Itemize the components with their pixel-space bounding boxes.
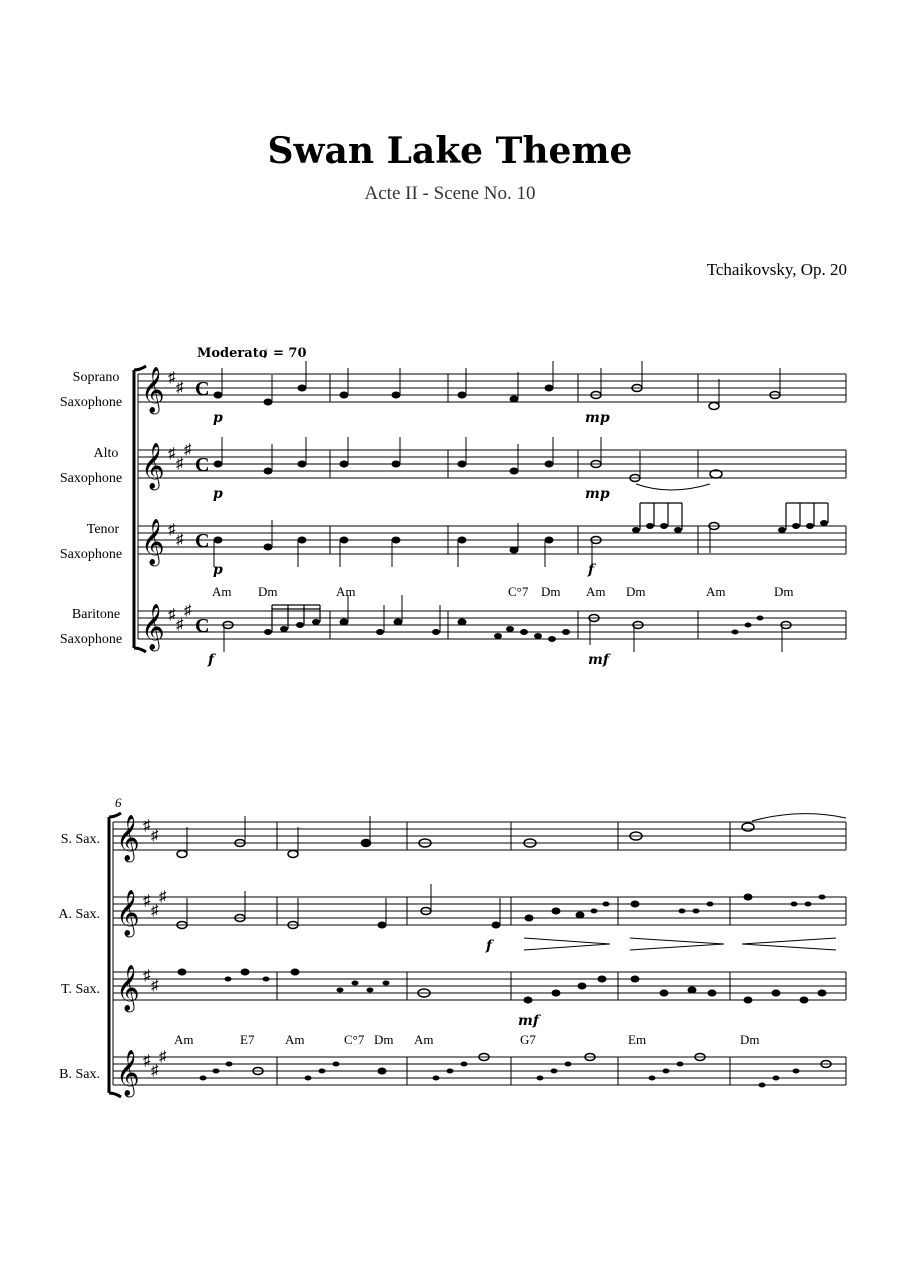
chord-symbol: Dm bbox=[258, 584, 278, 599]
alto-notes-2 bbox=[177, 884, 836, 950]
treble-clef-icon: 𝄞 bbox=[141, 604, 165, 649]
bari-notes-1 bbox=[223, 595, 791, 652]
chord-symbol: Am bbox=[586, 584, 606, 599]
staff-lines-2 bbox=[113, 822, 846, 1085]
svg-text:♯: ♯ bbox=[176, 456, 184, 472]
dyn-alto-m4: mp bbox=[585, 486, 610, 502]
inst-short-alto: A. Sax. bbox=[58, 907, 100, 922]
chord-symbol: Dm bbox=[374, 1032, 394, 1047]
dyn-soprano-m1: p bbox=[213, 410, 223, 426]
svg-text:♯: ♯ bbox=[159, 1049, 167, 1065]
inst-short-tenor: T. Sax. bbox=[60, 982, 100, 997]
dyn-soprano-m4: mp bbox=[585, 410, 610, 426]
inst-soprano-2: Saxophone bbox=[59, 395, 123, 410]
system-2 bbox=[58, 795, 846, 1098]
dyn-alto-m1: p bbox=[213, 486, 223, 502]
tenor-notes-1 bbox=[214, 503, 829, 567]
score-subtitle: Acte II - Scene No. 10 bbox=[364, 183, 536, 204]
inst-alto-1: Alto bbox=[93, 446, 119, 461]
inst-alto-2: Saxophone bbox=[59, 471, 123, 486]
svg-text:C: C bbox=[195, 615, 210, 637]
svg-text:♯: ♯ bbox=[143, 818, 151, 834]
treble-clef-icon: 𝄞 bbox=[116, 815, 140, 860]
quarter-note-icon: ♩ bbox=[262, 345, 278, 362]
svg-text:♯: ♯ bbox=[159, 889, 167, 905]
score-title: Swan Lake Theme bbox=[267, 130, 633, 172]
inst-bari-2: Saxophone bbox=[59, 632, 123, 647]
dyn-bari-m1: f bbox=[208, 652, 215, 668]
chord-symbol: Dm bbox=[626, 584, 646, 599]
svg-text:♯: ♯ bbox=[168, 522, 176, 538]
svg-text:♯: ♯ bbox=[151, 978, 159, 994]
treble-clef-icon: 𝄞 bbox=[141, 443, 165, 488]
dyn-alto-m8: f bbox=[486, 938, 493, 954]
svg-text:♯: ♯ bbox=[184, 442, 192, 458]
chord-symbol: C°7 bbox=[344, 1032, 365, 1047]
dyn-bari-m4: mf bbox=[588, 652, 609, 668]
tempo-bpm: = 70 bbox=[273, 346, 307, 361]
svg-text:♯: ♯ bbox=[184, 603, 192, 619]
svg-text:♯: ♯ bbox=[168, 446, 176, 462]
svg-text:♯: ♯ bbox=[151, 903, 159, 919]
key-signatures-1 bbox=[168, 370, 192, 633]
inst-tenor-2: Saxophone bbox=[59, 547, 123, 562]
treble-clef-icon: 𝄞 bbox=[141, 367, 165, 412]
time-signatures-1 bbox=[195, 378, 209, 637]
chord-symbol: Dm bbox=[774, 584, 794, 599]
treble-clef-icon: 𝄞 bbox=[116, 965, 140, 1010]
system-1 bbox=[60, 345, 846, 668]
chord-symbol: Am bbox=[174, 1032, 194, 1047]
composer: Tchaikovsky, Op. 20 bbox=[706, 260, 847, 279]
svg-text:♯: ♯ bbox=[176, 532, 184, 548]
chord-symbol: Am bbox=[414, 1032, 434, 1047]
chord-symbol: Em bbox=[628, 1032, 647, 1047]
dyn-tenor-m1: p bbox=[213, 562, 223, 578]
svg-text:♯: ♯ bbox=[143, 893, 151, 909]
svg-text:♯: ♯ bbox=[143, 1053, 151, 1069]
inst-short-bari: B. Sax. bbox=[59, 1067, 100, 1082]
treble-clef-icon: 𝄞 bbox=[116, 1050, 140, 1095]
chord-symbol: Am bbox=[285, 1032, 305, 1047]
chord-symbol: E7 bbox=[240, 1032, 255, 1047]
clefs-1 bbox=[141, 367, 165, 652]
staff-lines-1 bbox=[138, 374, 846, 639]
clefs-2 bbox=[116, 815, 140, 1098]
chord-symbol: Am bbox=[336, 584, 356, 599]
measure-number: 6 bbox=[115, 795, 122, 810]
svg-text:C: C bbox=[195, 378, 210, 400]
svg-text:♯: ♯ bbox=[176, 380, 184, 396]
svg-text:♯: ♯ bbox=[168, 370, 176, 386]
treble-clef-icon: 𝄞 bbox=[116, 890, 140, 935]
chord-symbol: Dm bbox=[541, 584, 561, 599]
treble-clef-icon: 𝄞 bbox=[141, 519, 165, 564]
svg-text:♯: ♯ bbox=[176, 617, 184, 633]
tempo-marking: Moderato bbox=[197, 346, 268, 361]
chord-symbol: Dm bbox=[740, 1032, 760, 1047]
svg-text:C: C bbox=[195, 454, 210, 476]
svg-text:♯: ♯ bbox=[143, 968, 151, 984]
svg-text:C: C bbox=[195, 530, 210, 552]
dyn-tenor-m4: f bbox=[588, 562, 595, 578]
chord-symbol: C°7 bbox=[508, 584, 529, 599]
inst-short-soprano: S. Sax. bbox=[60, 832, 100, 847]
key-signatures-2 bbox=[143, 818, 167, 1079]
chord-symbol: G7 bbox=[520, 1032, 536, 1047]
chord-symbol: Am bbox=[706, 584, 726, 599]
inst-bari-1: Baritone bbox=[71, 607, 121, 622]
svg-text:♯: ♯ bbox=[168, 607, 176, 623]
dyn-tenor-m9: mf bbox=[518, 1013, 539, 1029]
chord-symbol: Am bbox=[212, 584, 232, 599]
svg-text:♯: ♯ bbox=[151, 828, 159, 844]
svg-text:♯: ♯ bbox=[151, 1063, 159, 1079]
inst-tenor-1: Tenor bbox=[86, 522, 120, 537]
inst-soprano-1: Soprano bbox=[72, 370, 120, 385]
